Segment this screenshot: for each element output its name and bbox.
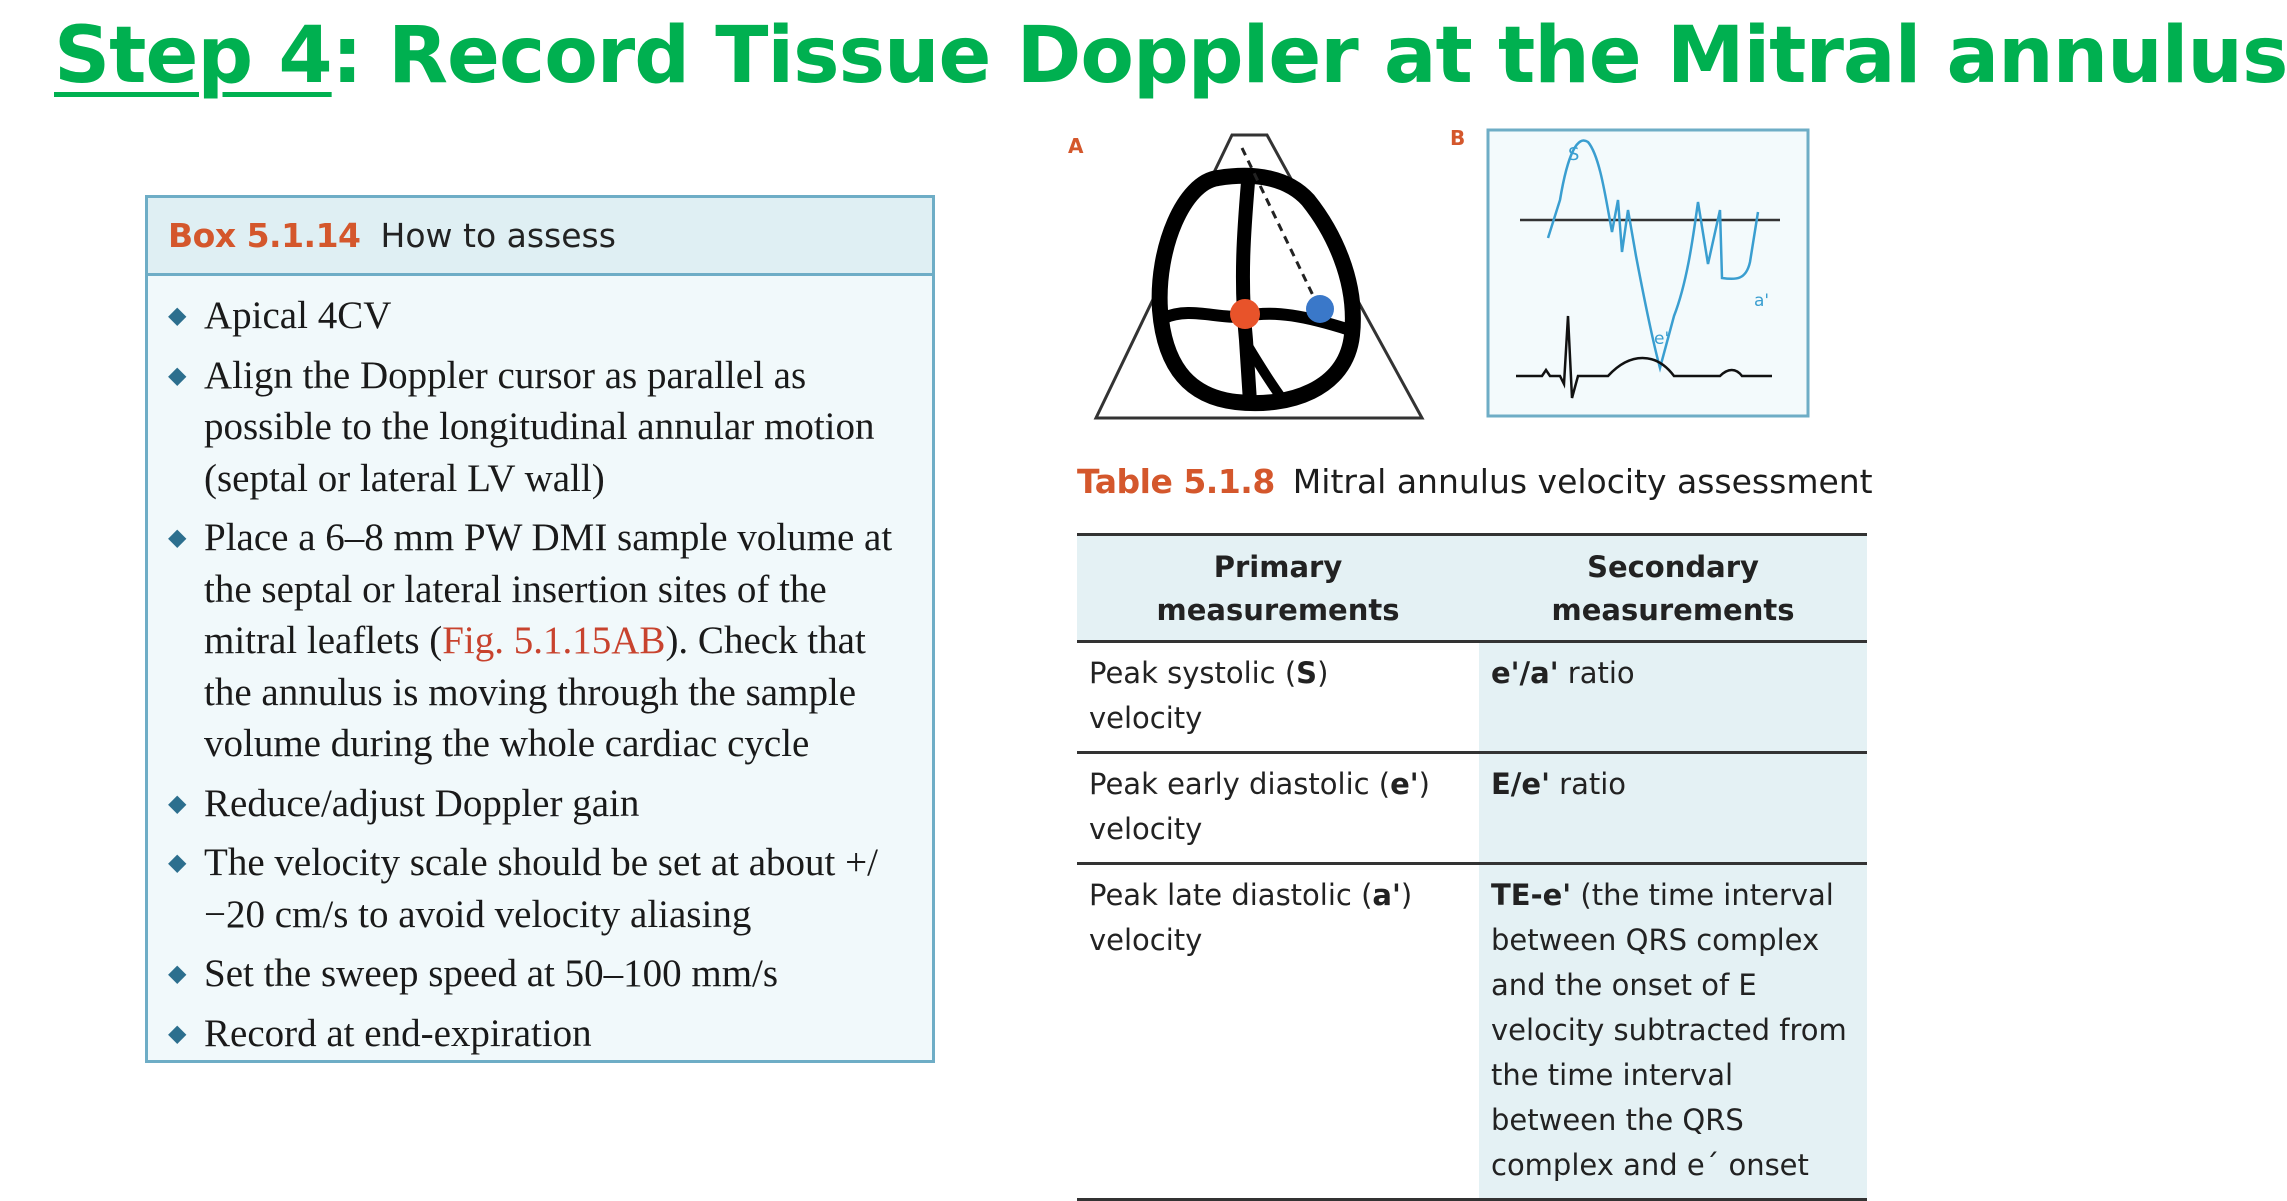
secondary-cell: E/e' ratio [1479,753,1867,864]
list-item-text: ). Check that the annulus is moving through the sample volume during the whole cardiac cycle [204,619,866,765]
table-row [1077,864,1867,1200]
table-caption [1077,462,1873,501]
list-item-text: Record at end-expiration [204,1011,592,1055]
header-secondary: Secondary measurements [1479,535,1867,642]
primary-cell: Peak systolic (S) velocity [1077,642,1479,753]
list-item-text: The velocity scale should be set at about +/−20 cm/s to avoid velocity aliasing [204,841,878,936]
primary-cell: Peak early diastolic (e') velocity [1077,753,1479,864]
list-item-text: Reduce/adjust Doppler gain [204,781,640,825]
s-wave-label: S [1568,144,1580,165]
list-item-text: Align the Doppler cursor as parallel as possible to the longitudinal annular motion (septal or lateral LV wall) [204,353,875,500]
list-item-text: Apical 4CV [204,294,392,337]
table-caption-text: Mitral annulus velocity assessment [1292,462,1873,501]
box-header [148,198,932,276]
how-to-assess-box [145,195,935,1063]
slide-title [54,6,2287,106]
list-item [168,837,918,940]
panel-a-label: A [1068,134,1084,158]
diamond-bullet-icon: ◆ [168,523,187,551]
primary-cell: Peak late diastolic (a') velocity [1077,864,1479,1200]
table-header-row [1077,535,1867,642]
diamond-bullet-icon: ◆ [168,788,187,817]
secondary-cell: TE-e' (the time interval between QRS complex and the onset of E velocity subtracted from the time interval between the QRS complex and e´ onset [1479,864,1867,1200]
lateral-sample-dot [1306,295,1334,323]
list-item [168,350,918,505]
apical-4-chamber-schematic [1096,135,1422,418]
list-item [168,1008,918,1060]
e-wave-label: e' [1654,329,1670,349]
heart-outline [1160,176,1353,403]
box-title: How to assess [380,216,616,255]
diamond-bullet-icon: ◆ [168,360,187,389]
list-item-text: Set the sweep speed at 50–100 mm/s [204,952,779,995]
diamond-bullet-icon: ◆ [168,848,187,876]
list-item [168,778,918,830]
doppler-panel-frame [1488,130,1808,416]
list-item [168,512,918,770]
secondary-cell: e'/a' ratio [1479,642,1867,753]
diamond-bullet-icon: ◆ [168,959,187,987]
list-item [168,290,918,342]
velocity-assessment-table [1077,533,1867,1201]
echo-figure [1060,120,1820,430]
panel-b-label: B [1450,126,1466,150]
figure-reference-link[interactable]: Fig. 5.1.15AB [442,619,666,662]
tissue-doppler-panel [1488,130,1808,416]
list-item [168,948,918,1000]
septal-sample-dot [1230,299,1260,329]
title-text: : Record Tissue Doppler at the Mitral annulus [331,11,2287,101]
header-primary: Primary measurements [1077,535,1479,642]
interventricular-septum [1243,182,1250,402]
diamond-bullet-icon: ◆ [168,1018,187,1047]
title-step-label: Step 4 [54,11,332,101]
table-row [1077,753,1867,864]
box-number: Box 5.1.14 [168,216,361,255]
list-item-text: Place a 6–8 mm PW DMI sample volume at the septal or lateral insertion sites of the mitral leaflets ( [204,516,893,662]
table-row [1077,642,1867,753]
assessment-steps-list [148,276,932,1059]
table-number: Table 5.1.8 [1077,462,1275,501]
figure-drawing [1060,120,1820,430]
diamond-bullet-icon: ◆ [168,301,187,329]
a-wave-label: a' [1754,291,1770,311]
